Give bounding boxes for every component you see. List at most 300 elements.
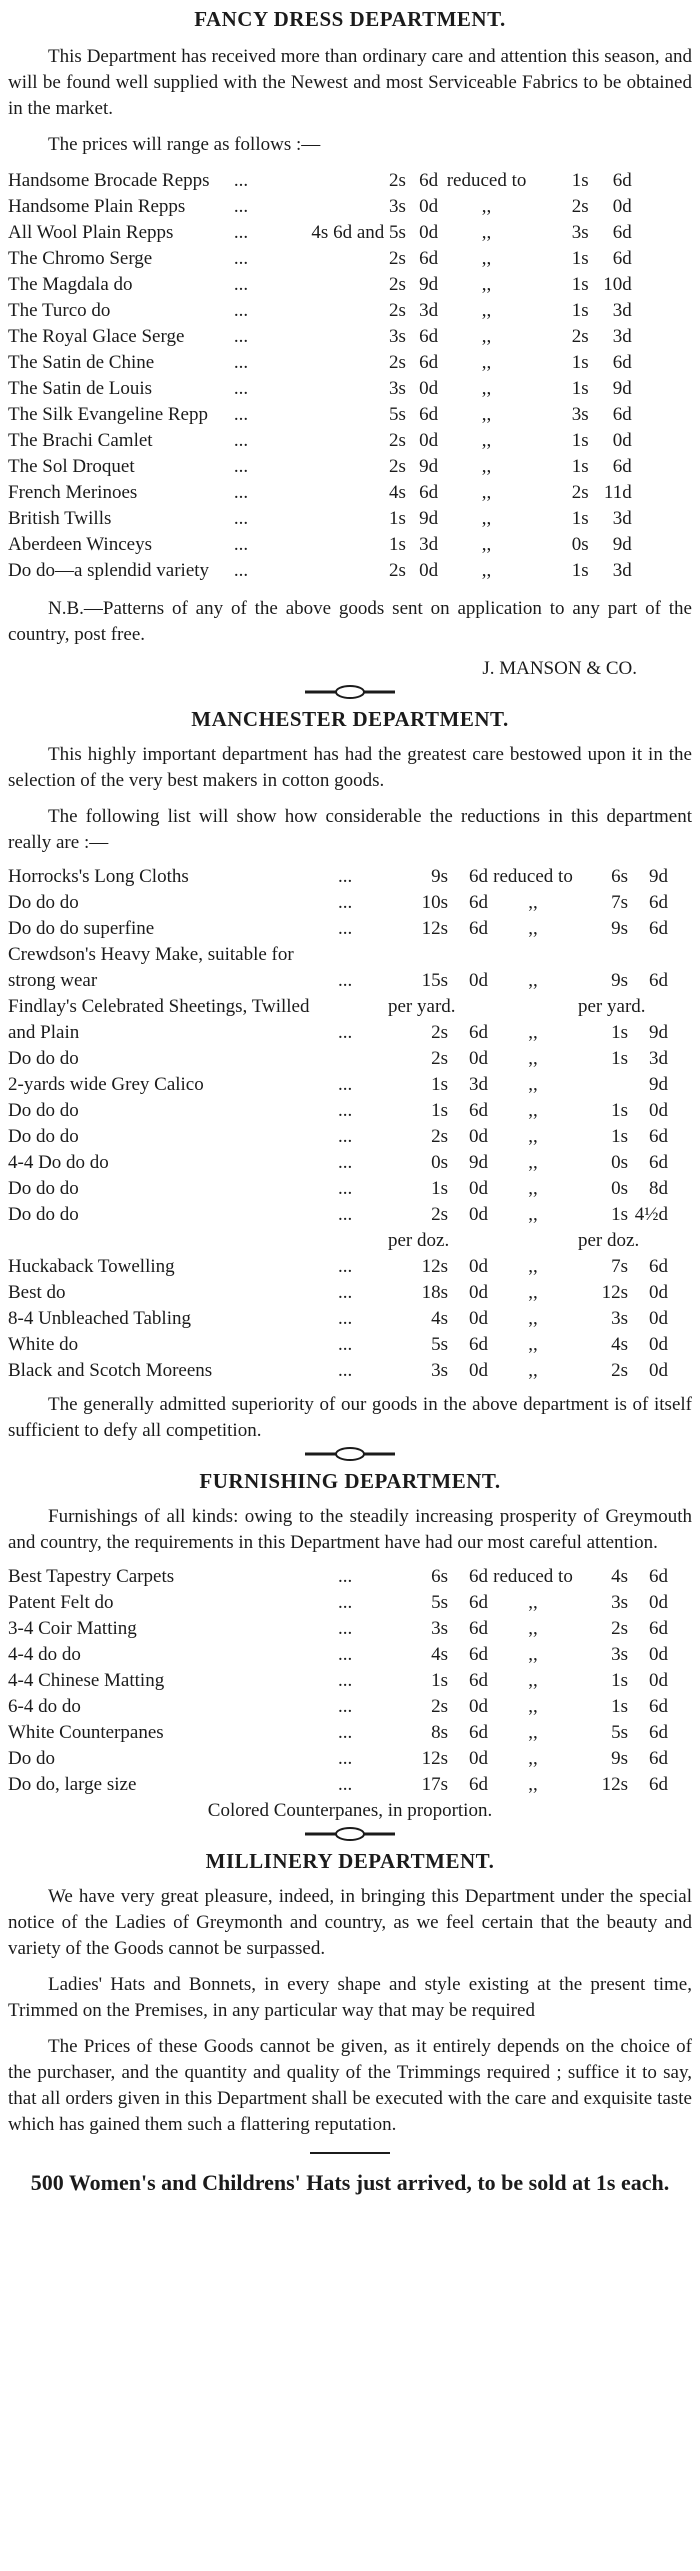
leader-dots: ... — [338, 1722, 353, 1743]
item-name: 3-4 Coir Matting — [8, 1618, 137, 1639]
reduced-price-pence: 6d — [612, 248, 632, 269]
price-row — [8, 864, 692, 890]
reduced-price-shillings: 9s — [611, 1748, 628, 1769]
original-price-shillings: 2s — [431, 1126, 448, 1147]
leader-dots: ... — [338, 1774, 353, 1795]
reduced-price-shillings — [578, 1072, 628, 1098]
price-row — [8, 220, 692, 246]
reduced-price-pence: 6d — [612, 404, 632, 425]
original-price-shillings: 2s — [389, 248, 406, 269]
leader-dots: ... — [338, 1256, 353, 1277]
item-name: The Sol Droquet — [8, 456, 135, 477]
price-row — [8, 994, 692, 1020]
manchester-lead: The following list will show how considerable the reductions in this department really are :— — [8, 806, 692, 853]
reduction-marker: ,, — [481, 508, 492, 529]
original-price-shillings: 1s — [431, 1074, 448, 1095]
price-row — [8, 942, 692, 968]
reduction-marker: ,, — [481, 326, 492, 347]
item-name: The Turco do — [8, 300, 111, 321]
item-name: 4-4 do do — [8, 1644, 81, 1665]
original-price-shillings: 4s — [431, 1644, 448, 1665]
item-name: The Royal Glace Serge — [8, 326, 185, 347]
original-price-pence: 3d — [469, 1074, 488, 1095]
reduced-price-shillings — [578, 942, 628, 968]
reduced-price-pence: 6d — [649, 970, 668, 991]
price-row — [8, 1124, 692, 1150]
reduced-price-pence: 6d — [649, 1748, 668, 1769]
section-divider-ornament — [8, 1444, 692, 1468]
original-price-shillings: 5s — [431, 1592, 448, 1613]
price-row — [8, 1254, 692, 1280]
original-price-pence: 6d — [469, 1774, 488, 1795]
reduction-marker: ,, — [528, 1178, 538, 1199]
item-name: and Plain — [8, 1022, 80, 1043]
item-name: Do do do — [8, 1204, 79, 1225]
item-name: Do do, large size — [8, 1774, 137, 1795]
leader-dots: ... — [338, 1282, 353, 1303]
price-row — [8, 1046, 692, 1072]
original-price-shillings: 2s — [389, 430, 406, 451]
original-price-shillings: 3s — [389, 326, 406, 347]
leader-dots: ... — [338, 1204, 353, 1225]
price-row — [8, 324, 692, 350]
millinery-paragraph-1: We have very great pleasure, indeed, in bringing this Department under the special notice of the Ladies of Greymonth and country, as we feel certain that the beauty and variety of the Goods cannot be surpassed. — [8, 1886, 692, 1959]
reduced-price-pence: 9d — [649, 1074, 668, 1095]
leader-dots: ... — [338, 1644, 353, 1665]
leader-dots: ... — [338, 866, 353, 887]
leader-dots: ... — [338, 1566, 353, 1587]
leader-dots: ... — [233, 404, 249, 425]
reduced-price-pence: 6d — [649, 1774, 668, 1795]
reduced-price-shillings: 2s — [611, 1360, 628, 1381]
reduced-price-shillings: 2s — [571, 326, 589, 347]
leader-dots: ... — [233, 274, 249, 295]
original-price-pence — [448, 942, 488, 968]
leader-dots: ... — [233, 508, 249, 529]
leader-dots: ... — [338, 1334, 353, 1355]
leader-dots: ... — [233, 248, 249, 269]
price-row — [8, 558, 692, 584]
item-name: Do do do superfine — [8, 918, 155, 939]
original-price-shillings: 4s 6d and 5s — [311, 222, 406, 243]
reduced-price-pence: 0d — [649, 1670, 668, 1691]
original-price-shillings: 17s — [421, 1774, 448, 1795]
reduced-price-pence: 0d — [649, 1100, 668, 1121]
price-row — [8, 1332, 692, 1358]
reduction-marker: ,, — [528, 1308, 538, 1329]
fancy-dress-signature: J. MANSON & CO. — [482, 658, 637, 679]
reduced-price-shillings: 3s — [611, 1644, 628, 1665]
manchester-closing: The generally admitted superiority of our goods in the above department is of itself sufficient to defy all competition. — [8, 1394, 692, 1441]
original-price-shillings: 3s — [431, 1618, 448, 1639]
leader-dots — [338, 994, 388, 1020]
original-price-pence: 0d — [419, 378, 439, 399]
reduced-price-shillings: 6s — [611, 866, 628, 887]
reduced-price-pence: 6d — [612, 222, 632, 243]
original-price-pence: 6d — [469, 1670, 488, 1691]
price-row — [8, 890, 692, 916]
leader-dots: ... — [233, 300, 249, 321]
original-price-pence: 0d — [419, 430, 439, 451]
item-name: Do do do — [8, 1100, 79, 1121]
original-price-shillings: 2s — [389, 352, 406, 373]
reduced-price-pence: 6d — [612, 352, 632, 373]
price-row — [8, 1072, 692, 1098]
original-price-shillings: 12s — [421, 918, 448, 939]
original-price-shillings: 1s — [389, 508, 406, 529]
reduced-price-shillings: 1s — [611, 1696, 628, 1717]
leader-dots: ... — [233, 378, 249, 399]
reduced-price-pence: 0d — [649, 1334, 668, 1355]
reduced-price-shillings: 1s — [611, 1204, 628, 1225]
price-row — [8, 1668, 692, 1694]
manchester-intro: This highly important department has had the greatest care bestowed upon it in the selection of the very best makers in cotton goods. — [8, 744, 692, 791]
price-row — [8, 1694, 692, 1720]
original-price-shillings: 10s — [421, 892, 448, 913]
original-price-shillings: 2s — [389, 274, 406, 295]
reduced-price-pence: 0d — [649, 1644, 668, 1665]
reduced-price-pence: 0d — [649, 1282, 668, 1303]
reduction-marker: ,, — [481, 300, 492, 321]
original-price-pence: 0d — [469, 970, 488, 991]
reduced-price-shillings: 1s — [571, 300, 589, 321]
reduction-marker: reduced to — [493, 866, 573, 887]
reduced-price-shillings: 1s — [571, 508, 589, 529]
reduction-marker: ,, — [528, 1748, 538, 1769]
reduction-marker: ,, — [481, 534, 492, 555]
reduction-marker: reduced to — [446, 170, 527, 191]
original-price-shillings: per yard. — [388, 996, 456, 1017]
item-name: Do do do — [8, 892, 79, 913]
price-row — [8, 480, 692, 506]
reduced-price-shillings: 4s — [611, 1334, 628, 1355]
section-divider-ornament — [8, 682, 692, 706]
price-row — [8, 246, 692, 272]
original-price-shillings: 1s — [431, 1670, 448, 1691]
reduced-price-shillings: 1s — [571, 430, 589, 451]
original-price-pence: 6d — [469, 866, 488, 887]
reduced-price-shillings: 12s — [601, 1282, 628, 1303]
original-price-shillings: 2s — [431, 1048, 448, 1069]
item-name: Do do do — [8, 1178, 79, 1199]
reduced-price-pence: 6d — [649, 1618, 668, 1639]
item-name: Handsome Brocade Repps — [8, 170, 210, 191]
reduction-marker: ,, — [481, 248, 492, 269]
reduced-price-pence: 3d — [612, 560, 632, 581]
item-name: The Silk Evangeline Repp — [8, 404, 208, 425]
reduced-price-shillings: 0s — [611, 1178, 628, 1199]
leader-dots: ... — [338, 1126, 353, 1147]
item-name: Findlay's Celebrated Sheetings, Twilled — [8, 996, 310, 1017]
reduced-price-shillings: 1s — [611, 1048, 628, 1069]
original-price-pence: 9d — [419, 456, 439, 477]
item-name: All Wool Plain Repps — [8, 222, 174, 243]
price-row — [8, 454, 692, 480]
original-price-shillings — [388, 942, 448, 968]
price-row — [8, 968, 692, 994]
original-price-shillings: 2s — [389, 456, 406, 477]
original-price-pence: 6d — [469, 1022, 488, 1043]
original-price-pence: 9d — [469, 1152, 488, 1173]
original-price-pence: 0d — [469, 1256, 488, 1277]
fancy-dress-section — [8, 6, 692, 682]
reduction-marker: ,, — [528, 1592, 538, 1613]
price-row — [8, 916, 692, 942]
reduction-marker: ,, — [481, 196, 492, 217]
original-price-shillings: per doz. — [388, 1230, 450, 1251]
item-name: Huckaback Towelling — [8, 1256, 175, 1277]
original-price-pence: 6d — [469, 892, 488, 913]
millinery-heading: MILLINERY DEPARTMENT. — [205, 1849, 495, 1873]
item-name: The Satin de Louis — [8, 378, 153, 399]
reduced-price-shillings: 1s — [571, 170, 589, 191]
price-row — [8, 168, 692, 194]
reduced-price-pence: 9d — [649, 1022, 668, 1043]
reduced-price-pence: 3d — [649, 1048, 668, 1069]
reduced-price-shillings: 1s — [571, 378, 589, 399]
reduction-marker: ,, — [481, 352, 492, 373]
reduced-price-pence: 6d — [649, 1566, 668, 1587]
reduced-price-shillings: 1s — [611, 1100, 628, 1121]
price-row — [8, 1150, 692, 1176]
item-name: Best Tapestry Carpets — [8, 1566, 175, 1587]
reduction-marker: ,, — [481, 560, 492, 581]
section-divider-ornament — [8, 1824, 692, 1848]
original-price-shillings: 1s — [431, 1178, 448, 1199]
original-price-shillings: 12s — [421, 1748, 448, 1769]
original-price-shillings: 3s — [389, 196, 406, 217]
original-price-shillings: 1s — [389, 534, 406, 555]
price-row — [8, 532, 692, 558]
item-name: 4-4 Chinese Matting — [8, 1670, 165, 1691]
reduction-marker: ,, — [481, 222, 492, 243]
reduction-marker: ,, — [528, 1722, 538, 1743]
item-name: 4-4 Do do do — [8, 1152, 109, 1173]
original-price-pence: 6d — [469, 918, 488, 939]
leader-dots: ... — [338, 1670, 353, 1691]
reduced-price-pence: 9d — [612, 534, 632, 555]
leader-dots: ... — [233, 352, 249, 373]
reduced-price-pence: 6d — [612, 170, 632, 191]
fancy-dress-price-table — [8, 168, 692, 584]
item-name: French Merinoes — [8, 482, 138, 503]
reduced-price-shillings: 1s — [571, 248, 589, 269]
original-price-shillings: 8s — [431, 1722, 448, 1743]
reduced-price-shillings: 7s — [611, 1256, 628, 1277]
original-price-shillings: 2s — [431, 1204, 448, 1225]
reduced-price-pence: 6d — [649, 1126, 668, 1147]
original-price-pence: 0d — [419, 560, 439, 581]
reduction-marker: ,, — [528, 1256, 538, 1277]
original-price-pence: 6d — [419, 170, 439, 191]
price-row — [8, 506, 692, 532]
original-price-shillings: 2s — [389, 300, 406, 321]
reduced-price-pence: 6d — [612, 456, 632, 477]
reduced-price-pence: 9d — [612, 378, 632, 399]
item-name: Do do — [8, 1748, 55, 1769]
original-price-shillings: 1s — [431, 1100, 448, 1121]
reduction-marker: ,, — [528, 1360, 538, 1381]
original-price-pence: 6d — [419, 248, 439, 269]
original-price-pence: 0d — [419, 222, 439, 243]
price-row — [8, 1590, 692, 1616]
reduced-price-pence: 4½d — [634, 1204, 668, 1225]
reduced-price-shillings: 0s — [571, 534, 589, 555]
reduction-marker: ,, — [481, 482, 492, 503]
reduced-price-shillings: per yard. — [578, 996, 646, 1017]
leader-dots: ... — [338, 970, 353, 991]
price-row — [8, 350, 692, 376]
reduced-price-shillings: 7s — [611, 892, 628, 913]
item-name: The Satin de Chine — [8, 352, 155, 373]
reduction-marker: ,, — [528, 892, 538, 913]
reduced-price-shillings: 12s — [601, 1774, 628, 1795]
reduction-marker: ,, — [528, 1618, 538, 1639]
price-row — [8, 1720, 692, 1746]
reduction-marker — [488, 994, 578, 1020]
reduction-marker: ,, — [528, 1022, 538, 1043]
item-name: Horrocks's Long Cloths — [8, 866, 189, 887]
leader-dots: ... — [338, 1308, 353, 1329]
furnishing-section — [8, 1468, 692, 1824]
price-row — [8, 1616, 692, 1642]
reduced-price-shillings: 3s — [571, 222, 589, 243]
price-row — [8, 1280, 692, 1306]
reduction-marker: ,, — [528, 1152, 538, 1173]
leader-dots: ... — [338, 1696, 353, 1717]
original-price-pence: 0d — [469, 1282, 488, 1303]
fancy-dress-intro: This Department has received more than ordinary care and attention this season, and will be found well supplied with the Newest and most Serviceable Fabrics to be obtained in the market. — [8, 46, 692, 119]
reduction-marker: ,, — [528, 970, 538, 991]
item-name: Black and Scotch Moreens — [8, 1360, 213, 1381]
reduced-price-pence: 0d — [649, 1308, 668, 1329]
millinery-section — [8, 1848, 692, 2138]
leader-dots: ... — [233, 534, 249, 555]
item-name: The Chromo Serge — [8, 248, 153, 269]
original-price-pence: 6d — [469, 1644, 488, 1665]
furnishing-heading: FURNISHING DEPARTMENT. — [199, 1469, 501, 1493]
reduction-marker: ,, — [528, 1074, 538, 1095]
item-name: Crewdson's Heavy Make, suitable for — [8, 944, 294, 965]
reduced-price-shillings: 0s — [611, 1152, 628, 1173]
item-name: Patent Felt do — [8, 1592, 114, 1613]
item-name: Do do do — [8, 1126, 79, 1147]
leader-dots: ... — [338, 892, 353, 913]
original-price-pence: 6d — [469, 1566, 488, 1587]
price-row — [8, 376, 692, 402]
fancy-dress-note: N.B.—Patterns of any of the above goods sent on application to any part of the country, post free. — [8, 598, 692, 645]
reduced-price-shillings: 5s — [611, 1722, 628, 1743]
hats-announcement: 500 Women's and Childrens' Hats just arrived, to be sold at 1s each. — [30, 2170, 670, 2195]
reduced-price-pence: 8d — [649, 1178, 668, 1199]
original-price-shillings: 4s — [431, 1308, 448, 1329]
original-price-shillings: 2s — [389, 170, 406, 191]
reduced-price-shillings: 1s — [571, 274, 589, 295]
reduced-price-pence: 0d — [612, 196, 632, 217]
reduced-price-pence: 6d — [649, 1722, 668, 1743]
original-price-shillings: 5s — [389, 404, 406, 425]
reduction-marker: ,, — [528, 1100, 538, 1121]
price-row — [8, 1564, 692, 1590]
original-price-shillings: 3s — [431, 1360, 448, 1381]
reduced-price-shillings: 1s — [571, 352, 589, 373]
leader-dots: ... — [338, 1592, 353, 1613]
reduction-marker: reduced to — [493, 1566, 573, 1587]
leader-dots: ... — [338, 1360, 353, 1381]
item-name: Best do — [8, 1282, 66, 1303]
leader-dots: ... — [338, 1100, 353, 1121]
price-row — [8, 1020, 692, 1046]
item-name — [8, 1228, 338, 1254]
reduced-price-pence: 6d — [649, 892, 668, 913]
original-price-pence: 0d — [469, 1696, 488, 1717]
reduction-marker: ,, — [528, 918, 538, 939]
original-price-pence: 6d — [419, 326, 439, 347]
manchester-price-table — [8, 864, 692, 1384]
furnishing-price-table — [8, 1564, 692, 1798]
original-price-shillings: 12s — [421, 1256, 448, 1277]
leader-dots: ... — [338, 1074, 353, 1095]
reduced-price-shillings: 3s — [611, 1308, 628, 1329]
item-name: Do do do — [8, 1048, 79, 1069]
reduction-marker: ,, — [528, 1048, 538, 1069]
reduced-price-shillings: 4s — [611, 1566, 628, 1587]
reduced-price-pence: 3d — [612, 300, 632, 321]
original-price-pence: 6d — [469, 1618, 488, 1639]
reduction-marker: ,, — [528, 1126, 538, 1147]
leader-dots: ... — [233, 430, 249, 451]
reduced-price-shillings: 2s — [611, 1618, 628, 1639]
manchester-section — [8, 706, 692, 1444]
leader-dots: ... — [338, 1618, 353, 1639]
leader-dots: ... — [338, 1152, 353, 1173]
reduced-price-pence: 0d — [649, 1360, 668, 1381]
original-price-pence: 0d — [469, 1178, 488, 1199]
furnishing-footnote: Colored Counterpanes, in proportion. — [207, 1800, 493, 1821]
price-row — [8, 1228, 692, 1254]
original-price-shillings: 18s — [421, 1282, 448, 1303]
furnishing-intro: Furnishings of all kinds: owing to the steadily increasing prosperity of Greymouth and country, the requirements in this Department have had our most careful attention. — [8, 1506, 692, 1553]
item-name: White Counterpanes — [8, 1722, 164, 1743]
reduced-price-shillings: 3s — [571, 404, 589, 425]
reduced-price-pence: 11d — [603, 482, 632, 503]
reduction-marker: ,, — [528, 1670, 538, 1691]
price-row — [8, 1772, 692, 1798]
leader-dots: ... — [233, 482, 249, 503]
price-row — [8, 1176, 692, 1202]
original-price-shillings: 2s — [431, 1696, 448, 1717]
reduced-price-pence: 0d — [649, 1592, 668, 1613]
original-price-pence: 6d — [419, 404, 439, 425]
price-row — [8, 1306, 692, 1332]
price-row — [8, 402, 692, 428]
reduced-price-shillings: per doz. — [578, 1230, 640, 1251]
price-row — [8, 428, 692, 454]
original-price-pence: 0d — [469, 1308, 488, 1329]
original-price-shillings: 2s — [389, 560, 406, 581]
original-price-pence: 6d — [469, 1592, 488, 1613]
reduced-price-shillings: 3s — [611, 1592, 628, 1613]
item-name: strong wear — [8, 970, 98, 991]
reduced-price-shillings: 1s — [611, 1126, 628, 1147]
original-price-shillings: 15s — [421, 970, 448, 991]
original-price-pence: 0d — [469, 1748, 488, 1769]
item-name: Aberdeen Winceys — [8, 534, 152, 555]
original-price-pence: 6d — [469, 1722, 488, 1743]
reduction-marker: ,, — [481, 456, 492, 477]
reduction-marker: ,, — [528, 1696, 538, 1717]
price-row — [8, 1746, 692, 1772]
